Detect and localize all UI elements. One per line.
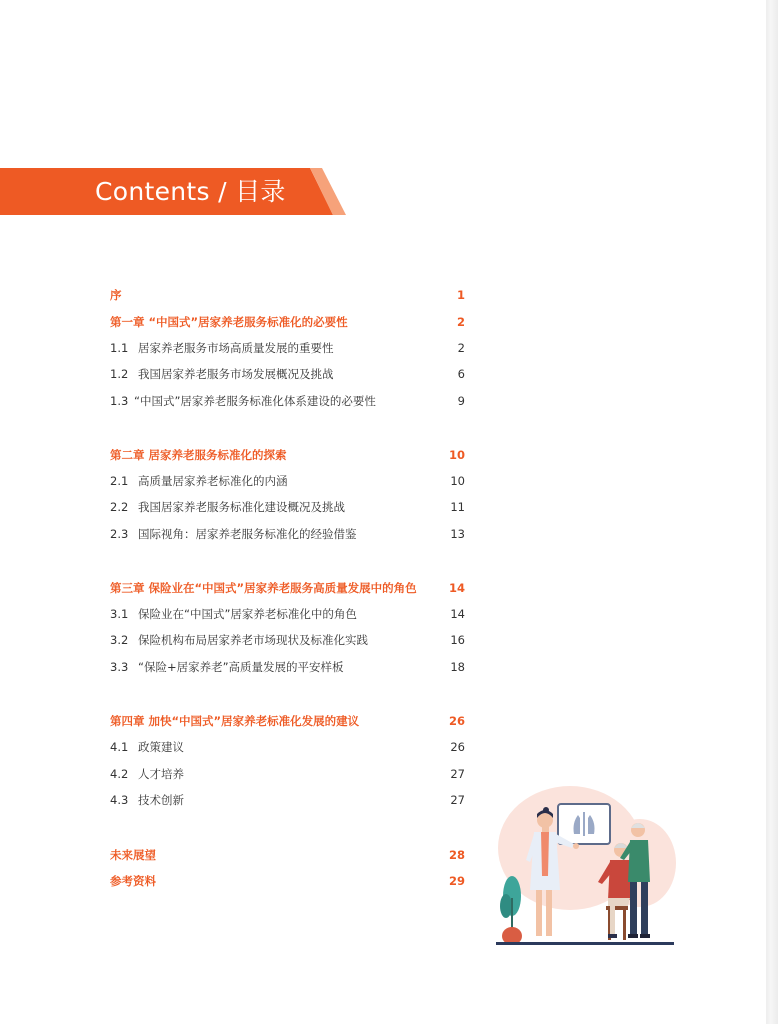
toc-num: 2.3 xyxy=(110,527,129,541)
toc-page: 10 xyxy=(450,474,465,488)
toc-page: 6 xyxy=(457,367,465,381)
toc-page: 2 xyxy=(456,315,465,329)
toc-entry-4-1[interactable] xyxy=(110,737,465,757)
toc-label: 保险业在“中国式”居家养老标准化中的角色 xyxy=(138,607,357,621)
page-title: Contents / 目录 xyxy=(95,177,286,206)
toc-label: 第二章 居家养老服务标准化的探索 xyxy=(110,448,287,462)
toc-label: 第三章 保险业在“中国式”居家养老服务高质量发展中的角色 xyxy=(110,581,417,595)
toc-num: 1.1 xyxy=(110,341,129,355)
toc-entry-2-1[interactable] xyxy=(110,471,465,491)
toc-page: 2 xyxy=(457,341,465,355)
toc-entry-3-2[interactable] xyxy=(110,630,465,650)
toc-num: 1.2 xyxy=(110,367,129,381)
toc-label: 参考资料 xyxy=(110,874,156,888)
toc-num: 4.3 xyxy=(110,793,129,807)
toc-page: 27 xyxy=(450,793,465,807)
toc-label: 居家养老服务市场高质量发展的重要性 xyxy=(138,341,334,355)
toc-entry-1-3[interactable] xyxy=(110,391,465,411)
toc-page: 10 xyxy=(448,448,465,462)
toc-page: 26 xyxy=(448,714,465,728)
doctor-elderly-couple-illustration xyxy=(490,778,680,950)
toc-label: 人才培养 xyxy=(138,767,184,781)
toc-label: “中国式”居家养老服务标准化体系建设的必要性 xyxy=(134,394,376,408)
toc-num: 1.3 xyxy=(110,394,129,408)
toc-entry-4-3[interactable] xyxy=(110,790,465,810)
toc-label: 技术创新 xyxy=(138,793,184,807)
toc-num: 4.1 xyxy=(110,740,129,754)
toc-entry-outlook[interactable] xyxy=(110,845,465,865)
toc-num: 3.2 xyxy=(110,633,129,647)
toc-page: 11 xyxy=(450,500,465,514)
toc-label: 我国居家养老服务标准化建设概况及挑战 xyxy=(138,500,345,514)
toc-label: 国际视角：居家养老服务标准化的经验借鉴 xyxy=(138,527,357,541)
toc-entry-preface[interactable] xyxy=(110,285,465,305)
toc-entry-4-2[interactable] xyxy=(110,764,465,784)
toc-page: 29 xyxy=(448,874,465,888)
toc-label: 序 xyxy=(110,288,122,302)
toc-label: 高质量居家养老标准化的内涵 xyxy=(138,474,288,488)
toc-num: 3.3 xyxy=(110,660,129,674)
contents-banner xyxy=(0,168,350,215)
toc-chapter-4[interactable] xyxy=(110,711,465,731)
toc-entry-1-2[interactable] xyxy=(110,364,465,384)
toc-num: 3.1 xyxy=(110,607,129,621)
toc-label: 第四章 加快“中国式”居家养老标准化发展的建议 xyxy=(110,714,360,728)
toc-page: 9 xyxy=(457,394,465,408)
toc-page: 26 xyxy=(450,740,465,754)
toc-entry-references[interactable] xyxy=(110,871,465,891)
toc-label: 未来展望 xyxy=(110,848,156,862)
toc-entry-2-2[interactable] xyxy=(110,497,465,517)
toc-entry-2-3[interactable] xyxy=(110,524,465,544)
toc-num: 4.2 xyxy=(110,767,129,781)
toc-page: 16 xyxy=(450,633,465,647)
page-edge-strip xyxy=(766,0,778,1024)
toc-entry-3-1[interactable] xyxy=(110,604,465,624)
toc-chapter-1[interactable] xyxy=(110,312,465,332)
toc-page: 14 xyxy=(448,581,465,595)
toc-entry-1-1[interactable] xyxy=(110,338,465,358)
toc-page: 18 xyxy=(450,660,465,674)
toc-page: 28 xyxy=(448,848,465,862)
toc-page: 14 xyxy=(450,607,465,621)
toc-label: 政策建议 xyxy=(138,740,184,754)
toc-page: 1 xyxy=(456,288,465,302)
toc-num: 2.1 xyxy=(110,474,129,488)
toc-label: “保险+居家养老”高质量发展的平安样板 xyxy=(138,660,344,674)
toc-page: 13 xyxy=(450,527,465,541)
toc-entry-3-3[interactable] xyxy=(110,657,465,677)
toc-page: 27 xyxy=(450,767,465,781)
toc-num: 2.2 xyxy=(110,500,129,514)
toc-chapter-3[interactable] xyxy=(110,578,465,598)
toc-label: 保险机构布局居家养老市场现状及标准化实践 xyxy=(138,633,368,647)
toc-chapter-2[interactable] xyxy=(110,445,465,465)
toc-label: 我国居家养老服务市场发展概况及挑战 xyxy=(138,367,334,381)
toc-label: 第一章 “中国式”居家养老服务标准化的必要性 xyxy=(110,315,348,329)
